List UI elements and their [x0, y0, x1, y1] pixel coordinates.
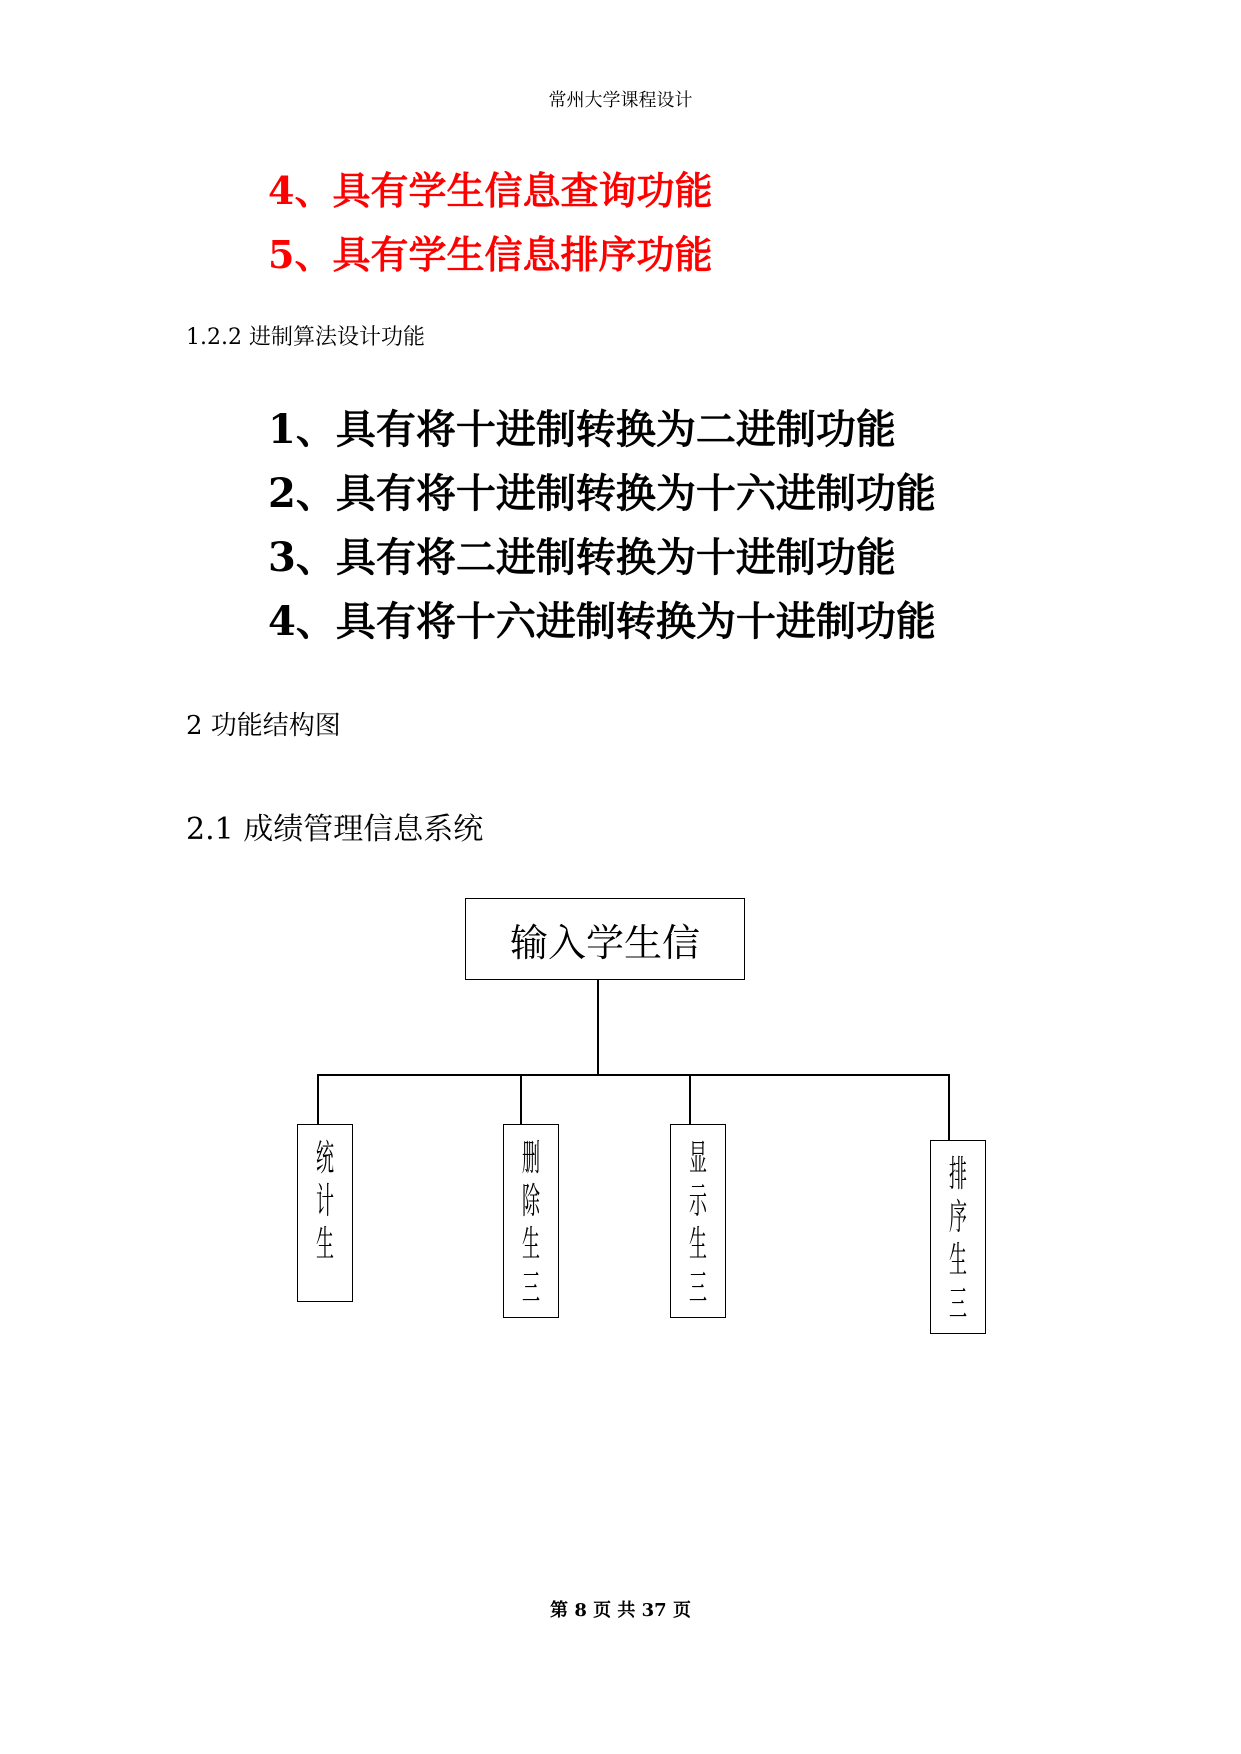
conversion-item-1: 1、具有将十进制转换为二进制功能	[268, 406, 896, 453]
diagram-child-node-1	[297, 1124, 353, 1302]
child-3-char: 三	[688, 1267, 707, 1309]
child-1-char: 统	[315, 1138, 334, 1179]
child-1-char: 计	[315, 1181, 334, 1223]
diagram-root-node	[465, 898, 745, 980]
child-3-char: 显	[688, 1138, 707, 1179]
child-4-char: 生	[948, 1240, 967, 1282]
diagram-child-node-3	[670, 1124, 726, 1318]
child-4-char: 排	[948, 1154, 967, 1195]
conversion-item-3: 3、具有将二进制转换为十进制功能	[268, 534, 896, 581]
child-2-char: 生	[521, 1224, 540, 1266]
diagram-connector-2	[520, 1074, 522, 1124]
diagram-branch-line	[317, 1074, 950, 1076]
diagram-child-node-4	[930, 1140, 986, 1334]
feature-item-sort: 5、具有学生信息排序功能	[268, 232, 713, 277]
child-2-char: 删	[521, 1138, 540, 1179]
page-footer: 第 8 页 共 37 页	[550, 1600, 691, 1621]
child-4-char: 三	[948, 1283, 967, 1325]
child-3-char: 生	[688, 1224, 707, 1266]
conversion-item-2: 2、具有将十进制转换为十六进制功能	[268, 470, 936, 517]
diagram-child-node-2	[503, 1124, 559, 1318]
feature-item-query: 4、具有学生信息查询功能	[268, 168, 713, 213]
page-header: 常州大学课程设计	[548, 90, 693, 111]
child-1-char: 生	[315, 1224, 334, 1266]
section-heading-2: 2 功能结构图	[186, 711, 341, 741]
child-4-char: 序	[948, 1197, 967, 1239]
section-heading-1-2-2: 1.2.2 进制算法设计功能	[186, 325, 425, 350]
child-3-char: 示	[688, 1181, 707, 1223]
conversion-item-4: 4、具有将十六进制转换为十进制功能	[268, 598, 936, 645]
diagram-root-label: 输入学生信	[509, 920, 700, 965]
diagram-connector-1	[317, 1074, 319, 1124]
child-2-char: 三	[521, 1267, 540, 1309]
diagram-connector-4	[948, 1074, 950, 1140]
diagram-connector-3	[689, 1074, 691, 1124]
child-2-char: 除	[521, 1181, 540, 1223]
diagram-trunk-line	[597, 980, 599, 1075]
section-heading-2-1: 2.1 成绩管理信息系统	[186, 812, 484, 847]
